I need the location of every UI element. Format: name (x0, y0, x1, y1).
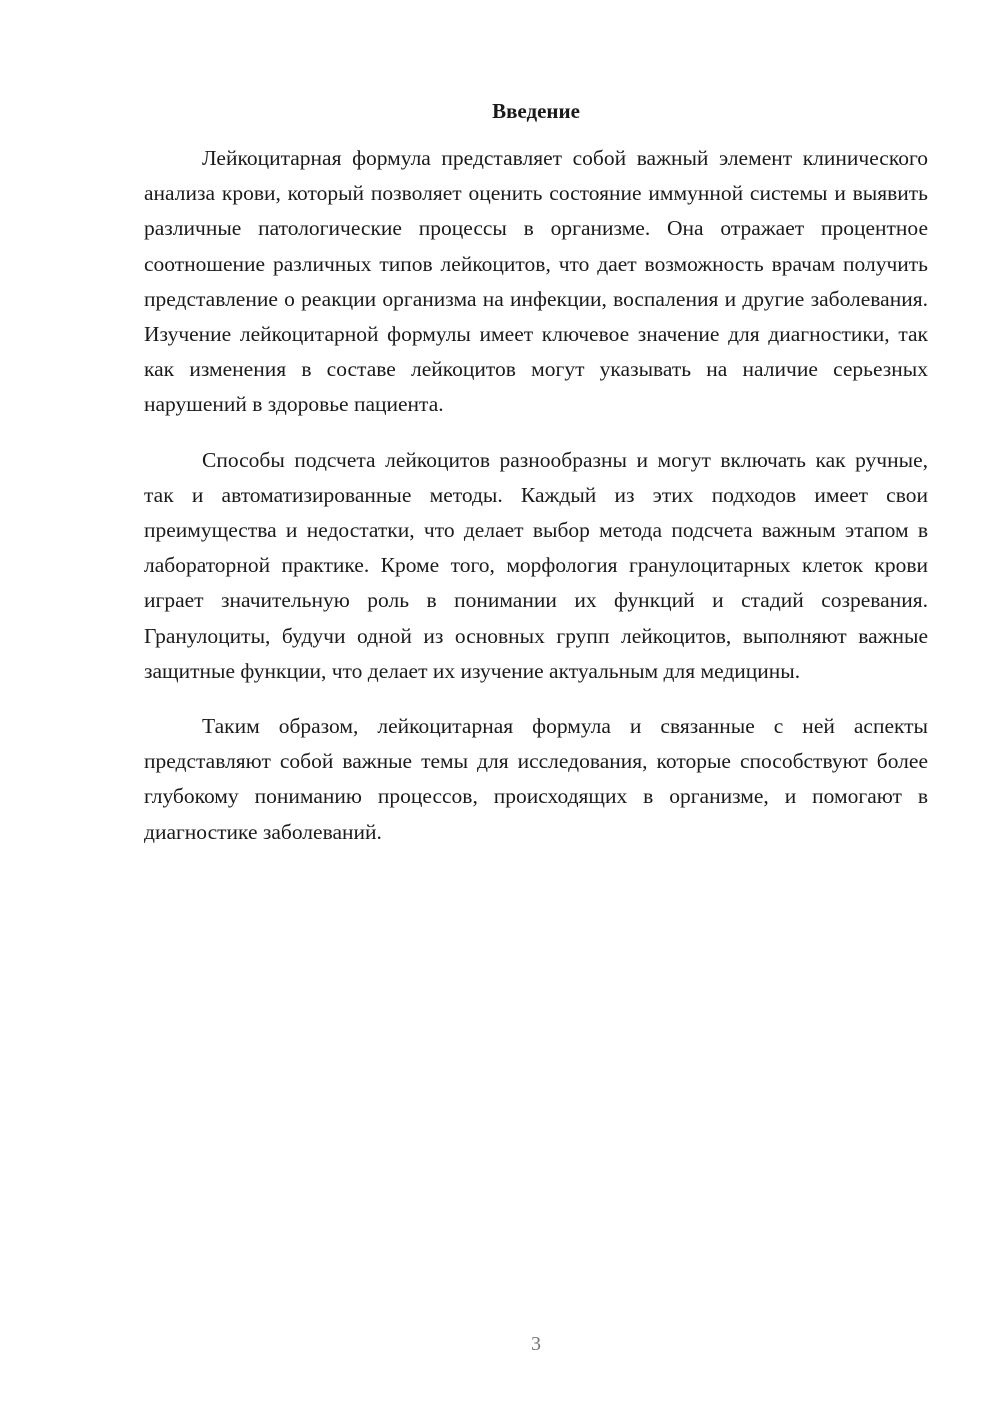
page-number: 3 (531, 1333, 541, 1355)
paragraph-3: Таким образом, лейкоцитарная формула и связанные с ней аспекты представляют собой важные темы для исследования, которые способствуют более глубокому пониманию процессов, происходящих в организме, и помогают в диагностике заболеваний. (144, 714, 928, 844)
paragraph-2: Способы подсчета лейкоцитов разнообразны и могут включать как ручные, так и автоматизированные методы. Каждый из этих подходов имеет свои преимущества и недостатки, что делает выбор метода подсчета важным этапом в лабораторной практике. Кроме того, морфология гранулоцитарных клеток крови играет значительную роль в понимании их функций и стадий созревания. Гранулоциты, будучи одной из основных групп лейкоцитов, выполняют важные защитные функции, что делает их изучение актуальным для медицины. (144, 447, 928, 683)
section-heading: Введение (492, 99, 580, 123)
page-content (144, 94, 928, 870)
paragraph-1: Лейкоцитарная формула представляет собой важный элемент клинического анализа крови, который позволяет оценить состояние иммунной системы и выявить различные патологические процессы в организме. Она отражает процентное соотношение различных типов лейкоцитов, что дает возможность врачам получить представление о реакции организма на инфекции, воспаления и другие заболевания. Изучение лейкоцитарной формулы имеет ключевое значение для диагностики, так как изменения в составе лейкоцитов могут указывать на наличие серьезных нарушений в здоровье пациента. (144, 146, 928, 417)
